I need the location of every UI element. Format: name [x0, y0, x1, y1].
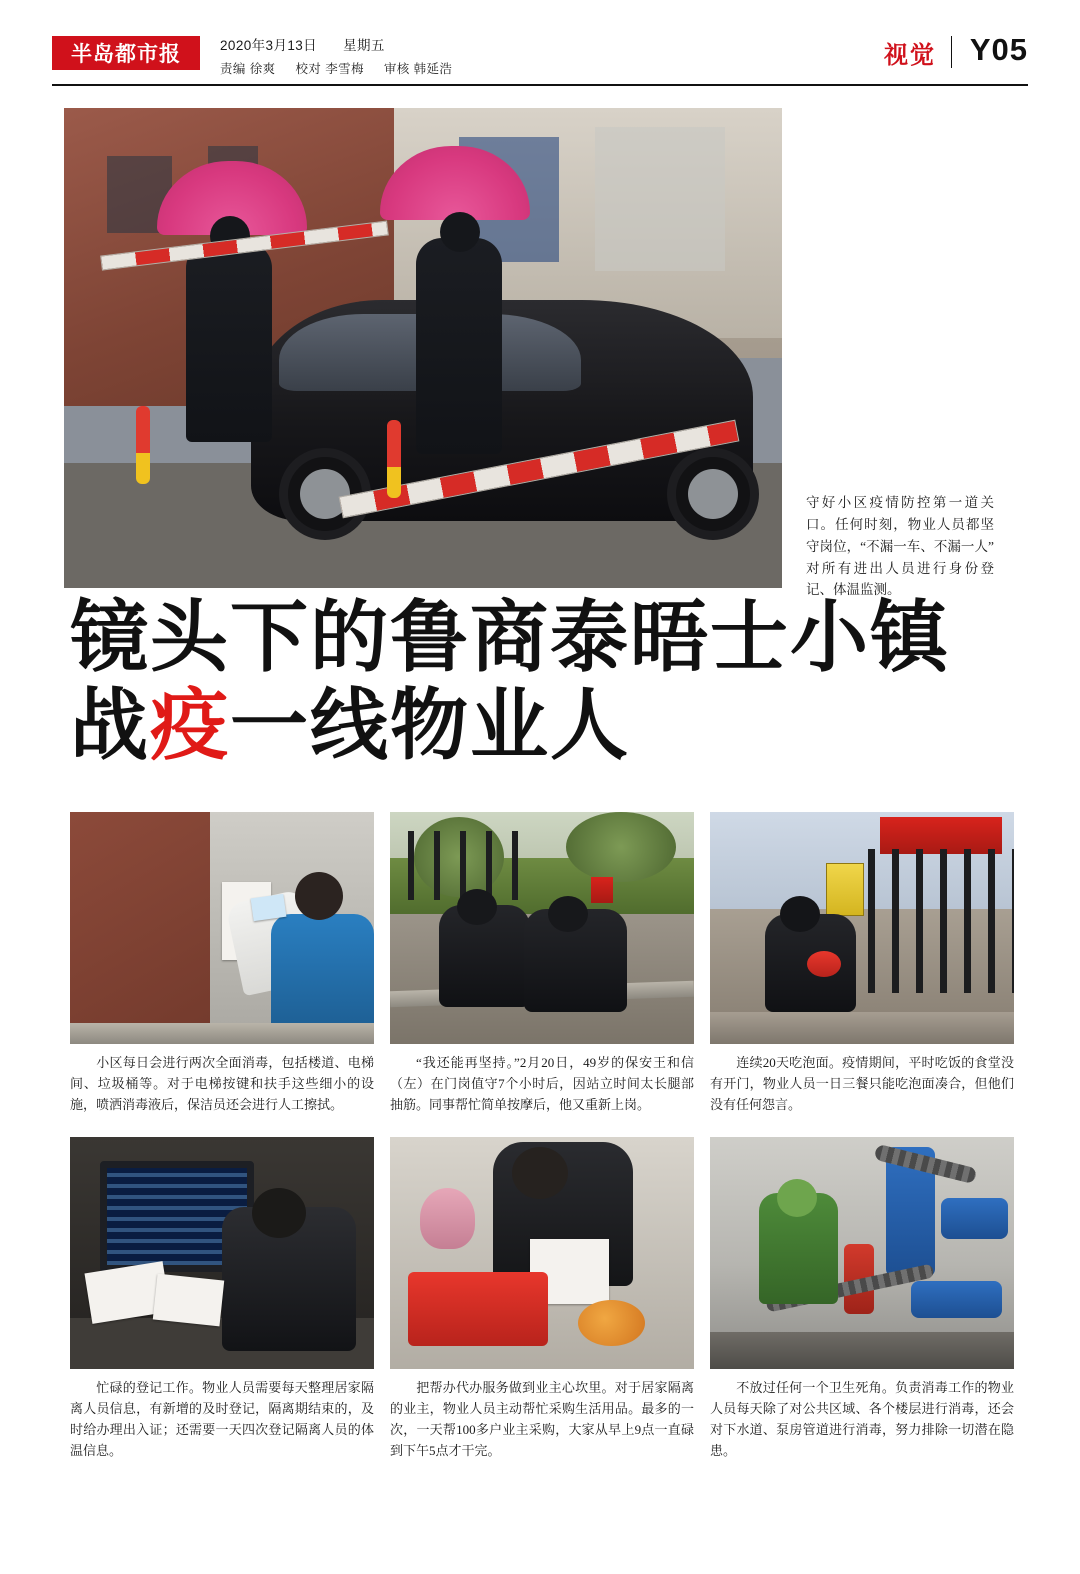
- masthead-rule: [52, 84, 1028, 86]
- newspaper-logo-text: 半岛都市报: [71, 40, 181, 66]
- photo-cell-registration-work: [70, 1137, 374, 1461]
- newspaper-logo: [52, 36, 200, 70]
- reviewer-name: 韩延浩: [413, 62, 453, 76]
- photo-caption-guard-cramp: “我还能再坚持。”2月20日，49岁的保安王和信（左）在门岗值守7个小时后，因站立时间太长腿部抽筋。同事帮忙简单按摩后，他又重新上岗。: [390, 1055, 694, 1112]
- photo-grid: [70, 812, 1014, 1462]
- page-number: Y05: [969, 32, 1028, 67]
- photo-caption-disinfect-elevator: 小区每日会进行两次全面消毒，包括楼道、电梯间、垃圾桶等。对于电梯按键和扶手这些细小的设施，喷洒消毒液后，保洁员还会进行人工擦拭。: [70, 1055, 374, 1112]
- headline-highlight: 疫: [150, 681, 231, 772]
- publication-weekday: 星期五: [343, 38, 385, 53]
- photo-cell-disinfect-elevator: [70, 812, 374, 1115]
- proofreader-label: 校对: [295, 62, 322, 76]
- photo-instant-noodles: [710, 812, 1014, 1044]
- photo-grid-row-1: [70, 812, 1014, 1115]
- photo-guard-cramp: [390, 812, 694, 1044]
- photo-grid-row-2: [70, 1137, 1014, 1461]
- masthead: [52, 34, 1028, 82]
- reviewer-label: 审核: [383, 62, 410, 76]
- hero-photo-caption: 守好小区疫情防控第一道关口。任何时刻，物业人员都坚守岗位，“不漏一车、不漏一人”对所有进出人员进行身份登记、体温监测。: [806, 495, 994, 598]
- photo-cell-shopping-service: [390, 1137, 694, 1461]
- headline-line-2-pre: 战: [70, 681, 151, 772]
- photo-cell-guard-cramp: [390, 812, 694, 1115]
- staff-credits: [220, 59, 472, 77]
- photo-caption-shopping-service: 把帮办代办服务做到业主心坎里。对于居家隔离的业主，物业人员主动帮忙采购生活用品。最多的一次，一天帮100多户业主采购，大家从早上9点一直碌到下午5点才干完。: [390, 1380, 694, 1458]
- section-title: 视觉: [884, 42, 936, 69]
- headline-line-1: 镜头下的鲁商泰晤士小镇: [70, 593, 951, 683]
- photo-caption-registration-work: 忙碌的登记工作。物业人员需要每天整理居家隔离人员信息，有新增的及时登记，隔离期结束的，及时给办理出入证；还需要一天四次登记隔离人员的体温信息。: [70, 1380, 374, 1458]
- headline-line-2: [70, 681, 1020, 772]
- photo-disinfect-elevator: [70, 812, 374, 1044]
- hero-photo: [64, 108, 782, 588]
- photo-shopping-service: [390, 1137, 694, 1369]
- photo-cell-pump-room-disinfect: [710, 1137, 1014, 1461]
- masthead-divider: [951, 36, 953, 68]
- publication-date: 2020年3月13日: [220, 38, 318, 53]
- editor-name: 徐爽: [249, 62, 276, 76]
- masthead-meta: [220, 34, 472, 77]
- page-headline: [70, 593, 1020, 772]
- photo-cell-instant-noodles: [710, 812, 1014, 1115]
- photo-registration-work: [70, 1137, 374, 1369]
- headline-line-2-post: 一线物业人: [230, 681, 631, 772]
- publication-date-line: [220, 34, 472, 54]
- photo-caption-instant-noodles: 连续20天吃泡面。疫情期间，平时吃饭的食堂没有开门，物业人员一日三餐只能吃泡面凑合，但他们没有任何怨言。: [710, 1055, 1014, 1112]
- proofreader-name: 李雪梅: [325, 62, 364, 76]
- photo-pump-room-disinfect: [710, 1137, 1014, 1369]
- photo-caption-pump-room-disinfect: 不放过任何一个卫生死角。负责消毒工作的物业人员每天除了对公共区域、各个楼层进行消毒，还会对下水道、泵房管道进行消毒，努力排除一切潜在隐患。: [710, 1380, 1014, 1458]
- editor-label: 责编: [220, 62, 246, 76]
